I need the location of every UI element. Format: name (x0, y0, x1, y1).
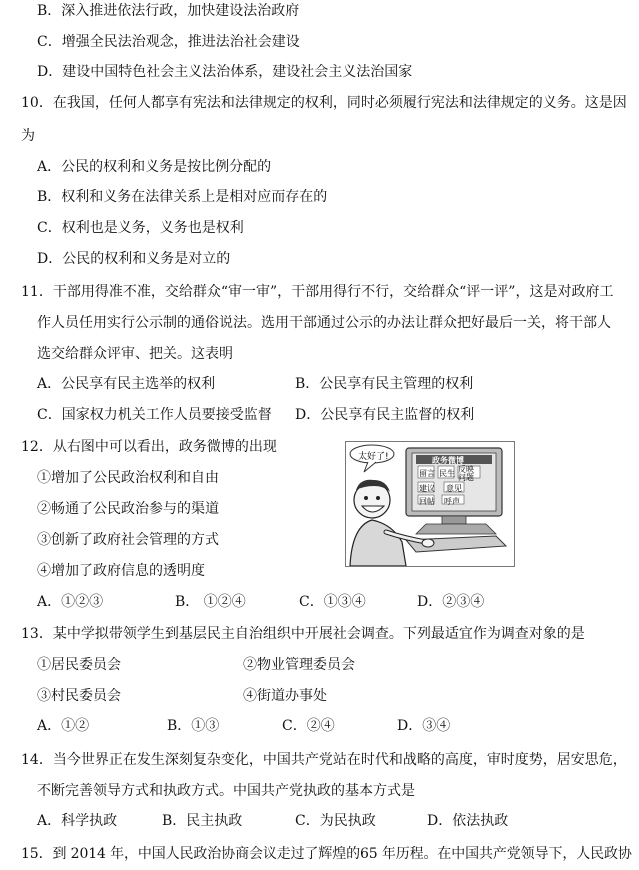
cartoon-cell-5: 意见 (446, 484, 462, 493)
q14-option-b: B．民主执政 (162, 813, 243, 829)
q12-item-3: ③创新了政府社会管理的方式 (37, 532, 219, 548)
q13-option-d: D．③④ (397, 718, 451, 734)
cartoon-bubble-text: 太好了! (358, 452, 389, 462)
cartoon-cell-4: 建议 (419, 484, 435, 493)
q13-item-1: ①居民委员会 (37, 657, 121, 673)
q10-stem-line1: 10．在我国，任何人都享有宪法和法律规定的权利，同时必须履行宪法和法律规定的义务。这是因 (21, 95, 627, 111)
weibo-cartoon (345, 441, 515, 567)
q12-option-d: D．②③④ (417, 594, 485, 610)
cartoon-cell-2: 民生 (439, 469, 455, 478)
q10-stem-line2: 为 (21, 128, 35, 144)
q12-item-2: ②畅通了公民政治参与的渠道 (37, 501, 219, 517)
q10-option-a: A．公民的权利和义务是按比例分配的 (37, 159, 272, 175)
cartoon-cell-3: 反映问题 (458, 465, 474, 482)
q12-option-c: C．①③④ (299, 594, 366, 610)
q12-option-b: B． ①②④ (175, 594, 246, 610)
q14-stem-line1: 14．当今世界正在发生深刻复杂变化，中国共产党站在时代和战略的高度，审时度势，居安思危， (21, 752, 627, 768)
q11-stem-line1: 11．干部用得准不准，交给群众“审一审”，干部用得行不行，交给群众“评一评”，这是对政府工 (21, 284, 614, 300)
q13-stem: 13．某中学拟带领学生到基层民主自治组织中开展社会调查。下列最适宜作为调查对象的是 (21, 626, 585, 642)
q12-option-a: A．①②③ (37, 594, 104, 610)
q11-option-a: A．公民享有民主选举的权利 (37, 376, 216, 392)
q9-option-c: C．增强全民法治观念，推进法治社会建设 (37, 34, 300, 50)
q9-option-b: B．深入推进依法行政，加快建设法治政府 (37, 3, 300, 19)
q14-option-c: C．为民执政 (295, 813, 376, 829)
q13-option-a: A．①② (37, 718, 90, 734)
q10-option-c: C．权利也是义务，义务也是权利 (37, 220, 244, 236)
q11-stem-line3: 选交给群众评审、把关。这表明 (37, 346, 233, 362)
q13-option-c: C．②④ (282, 718, 335, 734)
q12-item-4: ④增加了政府信息的透明度 (37, 563, 205, 579)
q11-option-b: B．公民享有民主管理的权利 (295, 376, 474, 392)
cartoon-cell-6: 回帖 (419, 497, 435, 506)
q14-option-d: D．依法执政 (427, 813, 509, 829)
q10-option-d: D．公民的权利和义务是对立的 (37, 251, 231, 267)
q11-option-d: D．公民享有民主监督的权利 (295, 407, 475, 423)
cartoon-screen-title: 政务微博 (432, 456, 464, 465)
q11-option-c: C．国家权力机关工作人员要接受监督 (37, 407, 272, 423)
q12-item-1: ①增加了公民政治权利和自由 (37, 470, 219, 486)
q13-option-b: B．①③ (167, 718, 220, 734)
q15-stem-line1: 15．到 2014 年，中国人民政治协商会议走过了辉煌的65 年历程。在中国共产党领导下，人民政协 (21, 846, 632, 862)
q9-option-d: D．建设中国特色社会主义法治体系，建设社会主义法治国家 (37, 64, 413, 80)
q14-stem-line2: 不断完善领导方式和执政方式。中国共产党执政的基本方式是 (37, 783, 415, 799)
q11-stem-line2: 作人员任用实行公示制的通俗说法。选用干部通过公示的办法让群众把好最后一关，将干部人 (37, 315, 611, 331)
q13-item-3: ③村民委员会 (37, 688, 121, 704)
q13-item-2: ②物业管理委员会 (243, 657, 355, 673)
cartoon-cell-7: 呼声 (444, 497, 460, 506)
q13-item-4: ④街道办事处 (243, 688, 327, 704)
q10-option-b: B．权利和义务在法律关系上是相对应而存在的 (37, 189, 328, 205)
cartoon-cell-1: 留言 (419, 469, 435, 478)
q14-option-a: A．科学执政 (37, 813, 118, 829)
q12-stem: 12．从右图中可以看出，政务微博的出现 (21, 439, 277, 455)
